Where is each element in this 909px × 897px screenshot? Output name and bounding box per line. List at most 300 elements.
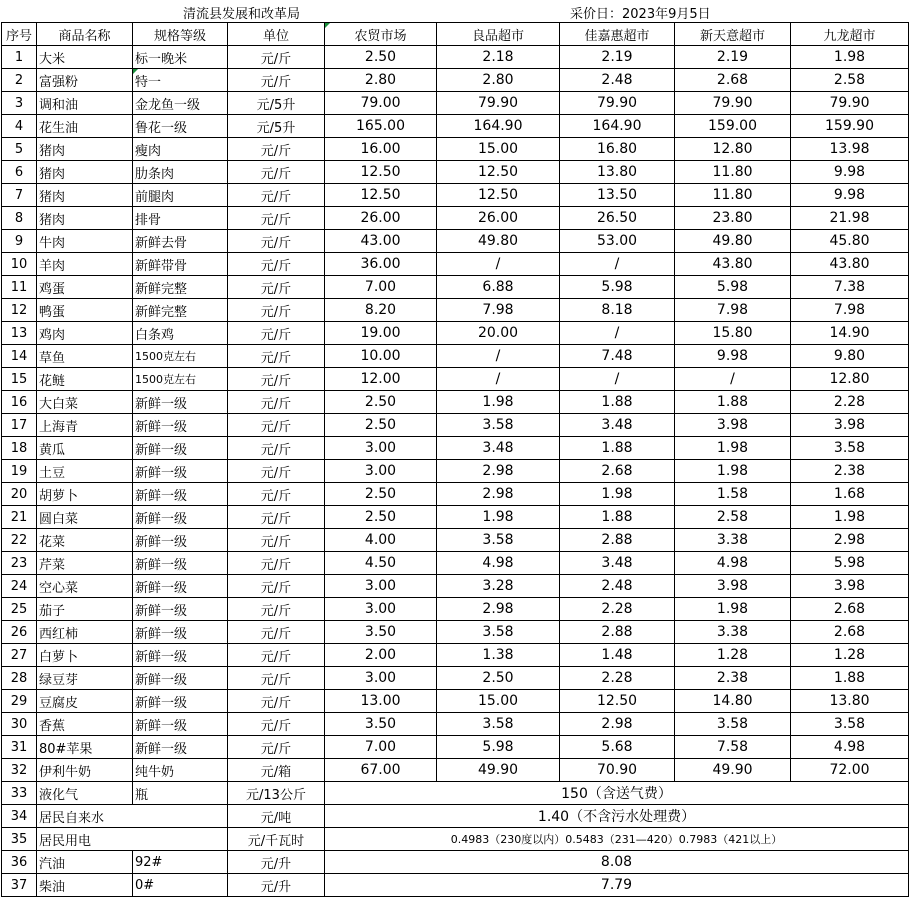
row-price: 3.00 (325, 460, 437, 483)
row-no: 30 (2, 713, 37, 736)
table-row (2, 46, 909, 69)
row-price: 14.90 (791, 322, 909, 345)
row-price: 8.18 (560, 299, 675, 322)
row-unit: 元/斤 (228, 483, 325, 506)
row-price: 43.00 (325, 230, 437, 253)
row-no: 11 (2, 276, 37, 299)
row-name: 白萝卜 (37, 644, 133, 667)
row-no: 23 (2, 552, 37, 575)
row-unified-value: 7.79 (325, 874, 909, 897)
row-price: 2.28 (560, 667, 675, 690)
row-no: 25 (2, 598, 37, 621)
row-unit: 元/斤 (228, 345, 325, 368)
row-spec: 肋条肉 (133, 161, 228, 184)
row-price: 15.00 (437, 138, 560, 161)
row-no: 16 (2, 391, 37, 414)
row-price: 7.58 (675, 736, 791, 759)
row-spec: 新鲜去骨 (133, 230, 228, 253)
row-spec: 前腿肉 (133, 184, 228, 207)
row-price: 9.98 (791, 161, 909, 184)
table-row (2, 299, 909, 322)
row-price: 13.00 (325, 690, 437, 713)
row-price: 1.88 (560, 391, 675, 414)
row-price: 3.98 (675, 575, 791, 598)
row-price: 79.00 (325, 92, 437, 115)
row-name: 猪肉 (37, 184, 133, 207)
row-price: 2.19 (675, 46, 791, 69)
row-price: 2.80 (325, 69, 437, 92)
row-price: 26.50 (560, 207, 675, 230)
row-no: 12 (2, 299, 37, 322)
row-price: 2.38 (675, 667, 791, 690)
row-price: 26.00 (437, 207, 560, 230)
row-unit: 元/斤 (228, 598, 325, 621)
row-name: 调和油 (37, 92, 133, 115)
row-unit: 元/斤 (228, 391, 325, 414)
row-unit: 元/斤 (228, 253, 325, 276)
row-unit: 元/斤 (228, 414, 325, 437)
row-unit: 元/斤 (228, 644, 325, 667)
row-price: 49.90 (437, 759, 560, 782)
row-price: 10.00 (325, 345, 437, 368)
row-price: 7.48 (560, 345, 675, 368)
row-price: 2.50 (325, 414, 437, 437)
row-price: 159.00 (675, 115, 791, 138)
row-unit: 元/斤 (228, 667, 325, 690)
row-name: 鸭蛋 (37, 299, 133, 322)
row-price: 3.58 (791, 713, 909, 736)
row-no: 10 (2, 253, 37, 276)
row-price: / (675, 368, 791, 391)
price-table-body (2, 23, 909, 897)
row-price: 20.00 (437, 322, 560, 345)
row-price: 2.58 (791, 69, 909, 92)
table-row (2, 345, 909, 368)
row-unit: 元/斤 (228, 460, 325, 483)
row-price: 49.90 (675, 759, 791, 782)
row-price: / (437, 368, 560, 391)
row-unit: 元/斤 (228, 207, 325, 230)
row-price: 9.80 (791, 345, 909, 368)
row-price: 1.38 (437, 644, 560, 667)
header-spec: 规格等级 (133, 23, 228, 46)
survey-date: 采价日：2023年9月5日 (570, 7, 711, 22)
table-row (2, 690, 909, 713)
row-price: 8.20 (325, 299, 437, 322)
row-unit: 元/斤 (228, 276, 325, 299)
row-unit: 元/斤 (228, 506, 325, 529)
row-name: 牛肉 (37, 230, 133, 253)
row-unit: 元/斤 (228, 713, 325, 736)
row-price: 2.68 (675, 69, 791, 92)
row-no: 13 (2, 322, 37, 345)
row-no: 21 (2, 506, 37, 529)
row-unit: 元/5升 (228, 92, 325, 115)
row-price: 2.50 (325, 46, 437, 69)
row-unit: 元/斤 (228, 230, 325, 253)
row-no: 9 (2, 230, 37, 253)
row-price: 70.90 (560, 759, 675, 782)
row-name: 液化气 (37, 782, 133, 805)
row-price: 2.19 (560, 46, 675, 69)
row-name: 胡萝卜 (37, 483, 133, 506)
row-price: 15.00 (437, 690, 560, 713)
row-price: 164.90 (437, 115, 560, 138)
table-row (2, 644, 909, 667)
row-name: 猪肉 (37, 138, 133, 161)
row-spec: 白条鸡 (133, 322, 228, 345)
table-row (2, 713, 909, 736)
row-no: 1 (2, 46, 37, 69)
table-row (2, 851, 909, 874)
row-price: 15.80 (675, 322, 791, 345)
row-no: 19 (2, 460, 37, 483)
title-bar (0, 0, 909, 22)
row-price: 2.80 (437, 69, 560, 92)
agency-title: 清流县发展和改革局 (183, 7, 301, 22)
row-price: 49.80 (437, 230, 560, 253)
row-price: 3.58 (675, 713, 791, 736)
row-price: 2.68 (560, 460, 675, 483)
table-row (2, 161, 909, 184)
table-row (2, 621, 909, 644)
row-price: 3.38 (675, 621, 791, 644)
row-name: 西红柿 (37, 621, 133, 644)
row-price: 12.50 (437, 184, 560, 207)
row-price: 2.88 (560, 621, 675, 644)
row-price: 7.38 (791, 276, 909, 299)
row-unit: 元/斤 (228, 138, 325, 161)
row-name: 富强粉 (37, 69, 133, 92)
row-name: 绿豆芽 (37, 667, 133, 690)
row-name: 花生油 (37, 115, 133, 138)
row-no: 32 (2, 759, 37, 782)
row-price: 1.88 (560, 437, 675, 460)
row-spec: 瓶 (133, 782, 228, 805)
row-price: 3.58 (437, 713, 560, 736)
row-name: 豆腐皮 (37, 690, 133, 713)
header-market-xintianyi: 新天意超市 (675, 23, 791, 46)
table-row (2, 506, 909, 529)
row-price: 12.80 (675, 138, 791, 161)
row-no: 29 (2, 690, 37, 713)
row-price: 2.28 (560, 598, 675, 621)
table-row (2, 575, 909, 598)
table-row (2, 437, 909, 460)
table-row (2, 460, 909, 483)
row-spec: 新鲜一级 (133, 506, 228, 529)
row-price: 1.98 (560, 483, 675, 506)
row-price: 9.98 (675, 345, 791, 368)
row-unit: 元/斤 (228, 69, 325, 92)
row-price: 3.28 (437, 575, 560, 598)
row-spec: 新鲜一级 (133, 483, 228, 506)
row-spec: 新鲜带骨 (133, 253, 228, 276)
row-price: 3.98 (675, 414, 791, 437)
table-row (2, 184, 909, 207)
row-price: 79.90 (675, 92, 791, 115)
table-row (2, 874, 909, 897)
row-price: 3.48 (560, 414, 675, 437)
row-spec: 标一晚米 (133, 46, 228, 69)
row-price: 3.48 (437, 437, 560, 460)
row-price: 53.00 (560, 230, 675, 253)
row-name: 大白菜 (37, 391, 133, 414)
row-price: 2.48 (560, 69, 675, 92)
row-price: / (560, 253, 675, 276)
row-price: 165.00 (325, 115, 437, 138)
row-price: 2.98 (437, 460, 560, 483)
row-price: 1.98 (675, 437, 791, 460)
row-no: 35 (2, 828, 37, 851)
row-spec: 新鲜一级 (133, 690, 228, 713)
row-spec: 新鲜一级 (133, 529, 228, 552)
row-price: / (437, 345, 560, 368)
header-row (2, 23, 909, 46)
row-spec: 新鲜一级 (133, 391, 228, 414)
row-spec: 鲁花一级 (133, 115, 228, 138)
row-name: 猪肉 (37, 161, 133, 184)
row-price: 13.98 (791, 138, 909, 161)
row-price: 2.98 (560, 713, 675, 736)
row-spec: 瘦肉 (133, 138, 228, 161)
row-price: / (560, 322, 675, 345)
header-no: 序号 (2, 23, 37, 46)
row-no: 3 (2, 92, 37, 115)
row-no: 17 (2, 414, 37, 437)
row-price: 2.50 (325, 506, 437, 529)
table-row (2, 598, 909, 621)
row-name: 大米 (37, 46, 133, 69)
row-price: 79.90 (560, 92, 675, 115)
row-price: 14.80 (675, 690, 791, 713)
table-row (2, 276, 909, 299)
row-no: 5 (2, 138, 37, 161)
table-row (2, 391, 909, 414)
row-price: 3.50 (325, 621, 437, 644)
row-price: 2.68 (791, 621, 909, 644)
row-price: 2.98 (791, 529, 909, 552)
row-price: 3.00 (325, 667, 437, 690)
row-spec: 新鲜一级 (133, 414, 228, 437)
table-row (2, 529, 909, 552)
row-no: 14 (2, 345, 37, 368)
header-market-farmers: 农贸市场 (325, 23, 437, 46)
row-no: 34 (2, 805, 37, 828)
row-no: 4 (2, 115, 37, 138)
price-table (1, 22, 909, 897)
row-spec: 新鲜一级 (133, 736, 228, 759)
row-no: 8 (2, 207, 37, 230)
row-price: 45.80 (791, 230, 909, 253)
row-price: 2.98 (437, 598, 560, 621)
row-price: 49.80 (675, 230, 791, 253)
row-unit: 元/斤 (228, 299, 325, 322)
row-no: 37 (2, 874, 37, 897)
row-price: 2.00 (325, 644, 437, 667)
table-row (2, 115, 909, 138)
table-row (2, 414, 909, 437)
row-spec: 排骨 (133, 207, 228, 230)
row-price: 1.28 (791, 644, 909, 667)
header-unit: 单位 (228, 23, 325, 46)
row-spec: 新鲜一级 (133, 598, 228, 621)
row-unified-value: 150（含送气费） (325, 782, 909, 805)
row-no: 6 (2, 161, 37, 184)
row-price: 3.50 (325, 713, 437, 736)
row-unit: 元/斤 (228, 46, 325, 69)
table-row (2, 230, 909, 253)
row-price: 3.98 (791, 575, 909, 598)
row-unit: 元/斤 (228, 575, 325, 598)
row-spec: 0# (133, 874, 228, 897)
row-price: 3.58 (791, 437, 909, 460)
row-price: 4.98 (791, 736, 909, 759)
row-price: 2.68 (791, 598, 909, 621)
row-no: 36 (2, 851, 37, 874)
row-name: 羊肉 (37, 253, 133, 276)
row-price: 1.98 (675, 460, 791, 483)
row-name: 汽油 (37, 851, 133, 874)
row-name: 80#苹果 (37, 736, 133, 759)
row-price: 3.00 (325, 437, 437, 460)
row-price: 12.50 (437, 161, 560, 184)
row-no: 7 (2, 184, 37, 207)
row-name: 花鲢 (37, 368, 133, 391)
row-no: 15 (2, 368, 37, 391)
row-price: 3.48 (560, 552, 675, 575)
row-price: 4.98 (437, 552, 560, 575)
row-unified-value: 8.08 (325, 851, 909, 874)
row-price: 3.58 (437, 621, 560, 644)
row-price: 79.90 (791, 92, 909, 115)
row-name: 圆白菜 (37, 506, 133, 529)
row-price: 5.98 (675, 276, 791, 299)
row-price: 1.98 (791, 46, 909, 69)
row-price: 7.98 (437, 299, 560, 322)
row-unit: 元/斤 (228, 529, 325, 552)
row-price: 16.80 (560, 138, 675, 161)
row-spec: 金龙鱼一级 (133, 92, 228, 115)
row-spec: 新鲜一级 (133, 667, 228, 690)
row-spec: 1500克左右 (133, 345, 228, 368)
table-row (2, 828, 909, 851)
row-spec: 新鲜一级 (133, 713, 228, 736)
row-price: 23.80 (675, 207, 791, 230)
row-spec: 新鲜完整 (133, 299, 228, 322)
row-price: 3.38 (675, 529, 791, 552)
row-price: 1.88 (675, 391, 791, 414)
row-price: 19.00 (325, 322, 437, 345)
table-row (2, 138, 909, 161)
row-price: 5.68 (560, 736, 675, 759)
table-row (2, 759, 909, 782)
table-row (2, 736, 909, 759)
row-unit: 元/斤 (228, 368, 325, 391)
row-price: 12.50 (325, 161, 437, 184)
row-spec: 新鲜一级 (133, 621, 228, 644)
row-price: 3.00 (325, 598, 437, 621)
row-price: 3.00 (325, 575, 437, 598)
row-price: 21.98 (791, 207, 909, 230)
row-price: 7.00 (325, 736, 437, 759)
table-row (2, 207, 909, 230)
row-name: 居民自来水 (37, 805, 228, 828)
row-name: 伊利牛奶 (37, 759, 133, 782)
table-row (2, 483, 909, 506)
row-price: 164.90 (560, 115, 675, 138)
row-price: 11.80 (675, 161, 791, 184)
row-unit: 元/13公斤 (228, 782, 325, 805)
row-price: 4.00 (325, 529, 437, 552)
row-unit: 元/5升 (228, 115, 325, 138)
row-price: 12.50 (560, 690, 675, 713)
row-no: 33 (2, 782, 37, 805)
row-price: 12.00 (325, 368, 437, 391)
row-spec: 新鲜一级 (133, 575, 228, 598)
row-price: 13.80 (560, 161, 675, 184)
row-price: 1.98 (675, 598, 791, 621)
row-spec: 新鲜一级 (133, 552, 228, 575)
row-price: 11.80 (675, 184, 791, 207)
row-price: 2.18 (437, 46, 560, 69)
row-price: 2.88 (560, 529, 675, 552)
row-price: 2.98 (437, 483, 560, 506)
row-name: 香蕉 (37, 713, 133, 736)
row-unit: 元/斤 (228, 621, 325, 644)
table-row (2, 552, 909, 575)
row-price: 2.28 (791, 391, 909, 414)
table-row (2, 69, 909, 92)
row-price: 13.80 (791, 690, 909, 713)
row-price: 13.50 (560, 184, 675, 207)
row-price: / (560, 368, 675, 391)
row-price: 2.50 (325, 391, 437, 414)
row-price: 26.00 (325, 207, 437, 230)
row-price: 3.58 (437, 529, 560, 552)
row-price: 7.98 (675, 299, 791, 322)
row-price: 16.00 (325, 138, 437, 161)
row-name: 柴油 (37, 874, 133, 897)
row-no: 26 (2, 621, 37, 644)
row-price: 2.50 (325, 483, 437, 506)
row-no: 27 (2, 644, 37, 667)
table-row (2, 368, 909, 391)
header-name: 商品名称 (37, 23, 133, 46)
table-row (2, 92, 909, 115)
table-row (2, 667, 909, 690)
row-spec: 92# (133, 851, 228, 874)
table-row (2, 253, 909, 276)
row-price: 12.50 (325, 184, 437, 207)
row-unit: 元/升 (228, 874, 325, 897)
row-spec: 新鲜一级 (133, 460, 228, 483)
row-price: 1.98 (437, 391, 560, 414)
row-no: 20 (2, 483, 37, 506)
row-no: 22 (2, 529, 37, 552)
row-price: 1.28 (675, 644, 791, 667)
row-price: 2.58 (675, 506, 791, 529)
row-unit: 元/箱 (228, 759, 325, 782)
row-price: 2.48 (560, 575, 675, 598)
row-price: 1.68 (791, 483, 909, 506)
row-name: 空心菜 (37, 575, 133, 598)
row-unit: 元/斤 (228, 690, 325, 713)
header-market-jiajiahui: 佳嘉惠超市 (560, 23, 675, 46)
row-unit: 元/斤 (228, 552, 325, 575)
row-price: 1.98 (437, 506, 560, 529)
row-spec: 新鲜一级 (133, 437, 228, 460)
